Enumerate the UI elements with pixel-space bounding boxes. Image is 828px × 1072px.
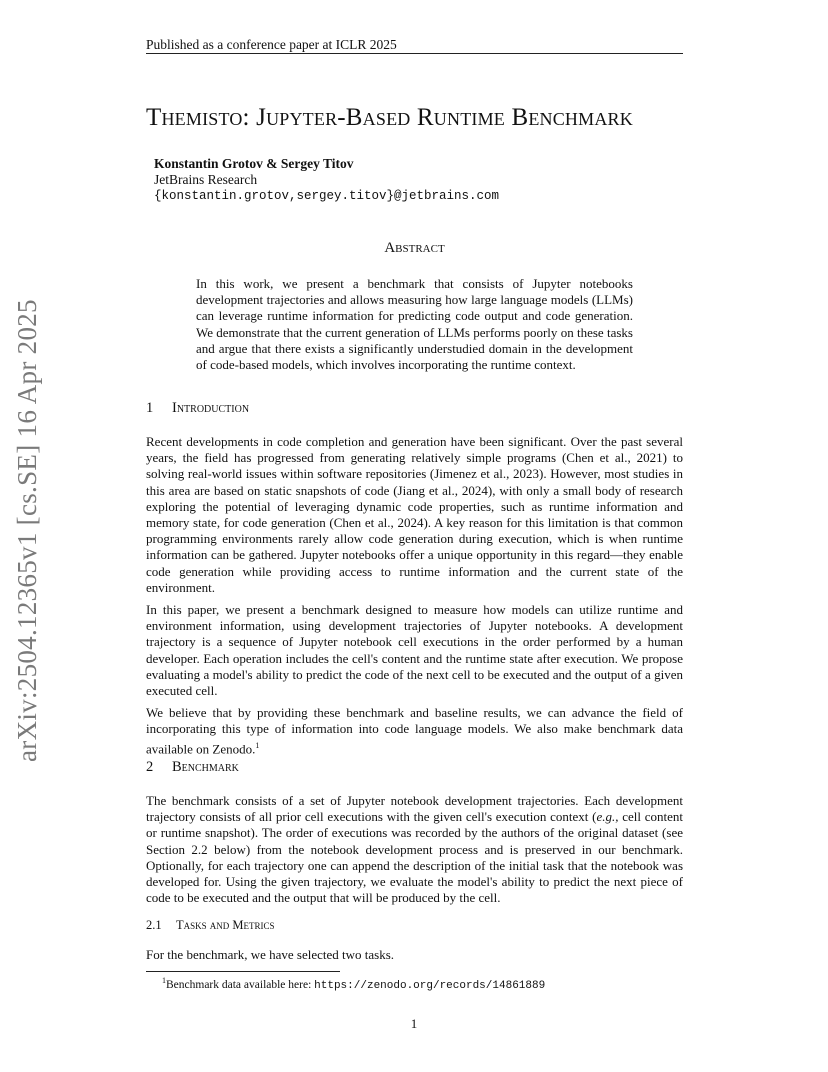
footnote bbox=[162, 976, 545, 992]
running-head: Published as a conference paper at ICLR 2025 bbox=[146, 37, 397, 52]
footnote-url[interactable]: https://zenodo.org/records/14861889 bbox=[314, 979, 546, 992]
section-2-title: Benchmark bbox=[172, 759, 239, 775]
benchmark-eg: e.g., bbox=[596, 809, 619, 825]
page-number: 1 bbox=[410, 1016, 418, 1031]
abstract-body: In this work, we present a benchmark that consists of Jupyter notebooks development trajectories and allows measuring how large language models (LLMs) can leverage runtime information for predicting code output and code generation. We demonstrate that the current generation of LLMs performs poorly on these tasks and argue that there exists a significantly understudied domain in the development of code-based models, which involves incorporating the runtime context. bbox=[196, 276, 633, 373]
header-rule bbox=[146, 53, 683, 54]
benchmark-paragraph bbox=[146, 793, 683, 906]
subsection-2-1-heading bbox=[146, 918, 275, 933]
paper-title: Themisto: Jupyter-Based Runtime Benchmark bbox=[146, 104, 633, 131]
footnote-rule bbox=[146, 971, 340, 972]
footnote-ref[interactable]: 1 bbox=[255, 740, 260, 750]
arxiv-stamp: arXiv:2504.12365v1 [cs.SE] 16 Apr 2025 bbox=[12, 299, 42, 762]
section-1-heading bbox=[146, 400, 249, 417]
intro-paragraph-3-text: We believe that by providing these benchmark and baseline results, we can advance the field of incorporating this type of information into code language models. We also make benchmark data available on Zenodo. bbox=[146, 705, 683, 756]
subsection-2-1-number: 2.1 bbox=[146, 918, 162, 932]
subsection-2-1-body: For the benchmark, we have selected two tasks. bbox=[146, 947, 395, 962]
intro-paragraph-2: In this paper, we present a benchmark designed to measure how models can utilize runtime and environment information, using development trajectories of Jupyter notebooks. A development trajectory is a sequence of Jupyter notebook cell executions in the order performed by a human developer. Each operation includes the cell's content and the runtime state after execution. We propose evaluating a model's ability to predict the code of the next cell to be executed and the output of a given executed cell. bbox=[146, 602, 683, 699]
footnote-text: Benchmark data available here: bbox=[166, 978, 315, 991]
section-1-title: Introduction bbox=[172, 400, 250, 416]
abstract-title: Abstract bbox=[384, 240, 445, 256]
section-2-number: 2 bbox=[146, 759, 154, 775]
intro-paragraph-3 bbox=[146, 705, 683, 757]
section-2-heading bbox=[146, 759, 239, 776]
section-2-body bbox=[146, 793, 683, 912]
author-block bbox=[154, 156, 499, 204]
author-emails[interactable]: {konstantin.grotov,sergey.titov}@jetbrains.com bbox=[154, 189, 500, 203]
author-affiliation: JetBrains Research bbox=[154, 172, 258, 187]
benchmark-paragraph-end: cell content or runtime snapshot). The order of executions was recorded by the authors of the original dataset (see Section 2.2 below) from the notebook development process and is preserved in our benchmark. Optionally, for each trajectory one can append the description of the initial task that the notebook was developed for. Using the given trajectory, we evaluate the model's ability to predict the next piece of code to be executed and the output that will be produced by the cell. bbox=[146, 809, 684, 906]
benchmark-paragraph-start: The benchmark consists of a set of Jupyter notebook development trajectories. Each development trajectory consists of all prior cell executions with the given cell's execution context ( bbox=[146, 793, 683, 825]
section-1-body bbox=[146, 434, 683, 763]
author-names: Konstantin Grotov & Sergey Titov bbox=[154, 156, 354, 171]
intro-paragraph-1: Recent developments in code completion and generation have been significant. Over the past several years, the field has progressed from generating relatively simple programs (Chen et al., 2021) to solving real-world issues within software repositories (Jimenez et al., 2023). However, most studies in this area are based on static snapshots of code (Jiang et al., 2024), with only a small body of research exploring the potential of leveraging dynamic code properties, such as runtime information and memory state, for code generation (Chen et al., 2024). A key reason for this limitation is that common programming environments rarely allow code generation during execution, which is when runtime information can be gathered. Jupyter notebooks offer a unique opportunity in this regard—they enable code generation while providing access to runtime information and the current state of the environment. bbox=[146, 434, 683, 595]
section-1-number: 1 bbox=[146, 400, 154, 416]
subsection-2-1-title: Tasks and Metrics bbox=[176, 918, 275, 932]
footnote-mark: 1 bbox=[162, 976, 166, 985]
